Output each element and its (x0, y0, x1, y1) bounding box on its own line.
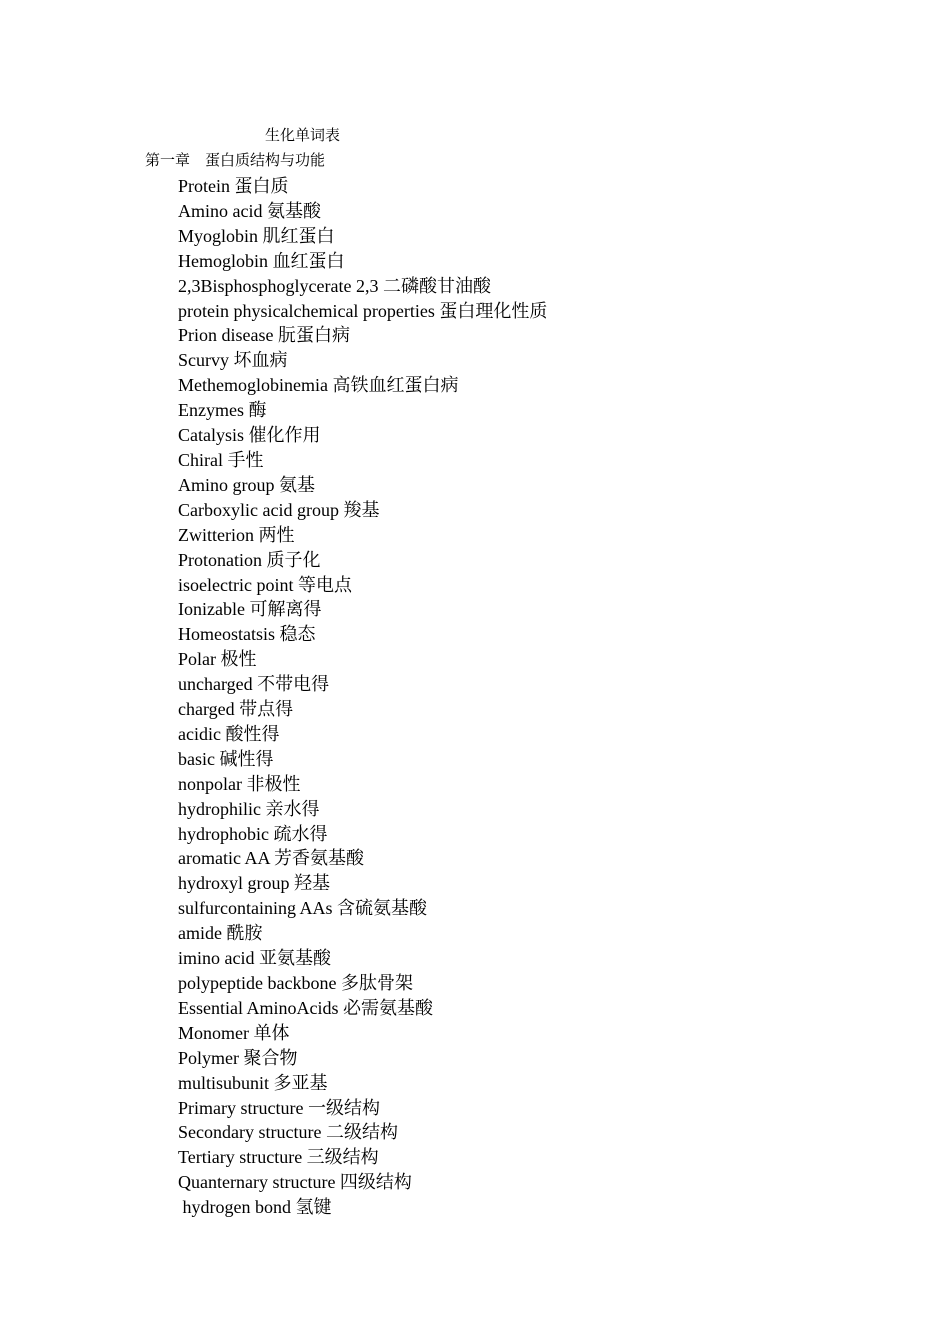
vocabulary-list (178, 174, 547, 1220)
vocabulary-item: hydrophobic 疏水得 (178, 823, 328, 844)
vocabulary-item: Scurvy 坏血病 (178, 350, 288, 371)
vocabulary-item: multisubunit 多亚基 (178, 1072, 328, 1093)
vocabulary-item: nonpolar 非极性 (178, 773, 301, 794)
vocabulary-item: Tertiary structure 三级结构 (178, 1147, 379, 1168)
vocabulary-item: Prion disease 朊蛋白病 (178, 325, 350, 346)
vocabulary-item: sulfurcontaining AAs 含硫氨基酸 (178, 898, 427, 919)
vocabulary-item: polypeptide backbone 多肽骨架 (178, 973, 413, 993)
vocabulary-item: aromatic AA 芳香氨基酸 (178, 848, 364, 869)
vocabulary-item: Methemoglobinemia 高铁血红蛋白病 (178, 375, 459, 396)
vocabulary-item: acidic 酸性得 (178, 723, 280, 744)
vocabulary-item: Protonation 质子化 (178, 549, 321, 570)
vocabulary-item: Primary structure 一级结构 (178, 1097, 380, 1118)
vocabulary-item: hydroxyl group 羟基 (178, 873, 330, 894)
vocabulary-item: Catalysis 催化作用 (178, 425, 321, 446)
vocabulary-item: charged 带点得 (178, 699, 294, 720)
vocabulary-item: imino acid 亚氨基酸 (178, 948, 331, 969)
vocabulary-item: Protein 蛋白质 (178, 176, 289, 196)
vocabulary-item: hydrogen bond 氢键 (178, 1197, 332, 1218)
vocabulary-item: uncharged 不带电得 (178, 674, 330, 695)
vocabulary-item: Ionizable 可解离得 (178, 599, 322, 620)
vocabulary-item: Myoglobin 肌红蛋白 (178, 225, 335, 246)
vocabulary-item: Amino acid 氨基酸 (178, 200, 321, 221)
vocabulary-item: protein physicalchemical properties 蛋白理化性质 (178, 300, 548, 321)
vocabulary-item: Monomer 单体 (178, 1022, 290, 1043)
vocabulary-item: basic 碱性得 (178, 748, 274, 769)
vocabulary-item: Chiral 手性 (178, 449, 264, 470)
vocabulary-item: 2,3Bisphosphoglycerate 2,3 二磷酸甘油酸 (178, 275, 491, 296)
vocabulary-item: Quanternary structure 四级结构 (178, 1172, 412, 1193)
vocabulary-item: Amino group 氨基 (178, 474, 315, 495)
vocabulary-item: Zwitterion 两性 (178, 524, 295, 545)
vocabulary-item: Secondary structure 二级结构 (178, 1122, 398, 1143)
vocabulary-item: Carboxylic acid group 羧基 (178, 499, 380, 520)
vocabulary-item: Hemoglobin 血红蛋白 (178, 250, 345, 271)
chapter-heading: 第一章 蛋白质结构与功能 (145, 153, 326, 169)
vocabulary-item: Homeostatsis 稳态 (178, 624, 316, 645)
vocabulary-item: hydrophilic 亲水得 (178, 798, 320, 819)
vocabulary-item: isoelectric point 等电点 (178, 574, 352, 595)
vocabulary-item: Enzymes 酶 (178, 400, 267, 421)
vocabulary-item: Essential AminoAcids 必需氨基酸 (178, 997, 433, 1018)
vocabulary-item: Polymer 聚合物 (178, 1047, 298, 1068)
document-title: 生化单词表 (265, 128, 341, 144)
vocabulary-item: amide 酰胺 (178, 923, 263, 944)
vocabulary-item: Polar 极性 (178, 649, 257, 670)
